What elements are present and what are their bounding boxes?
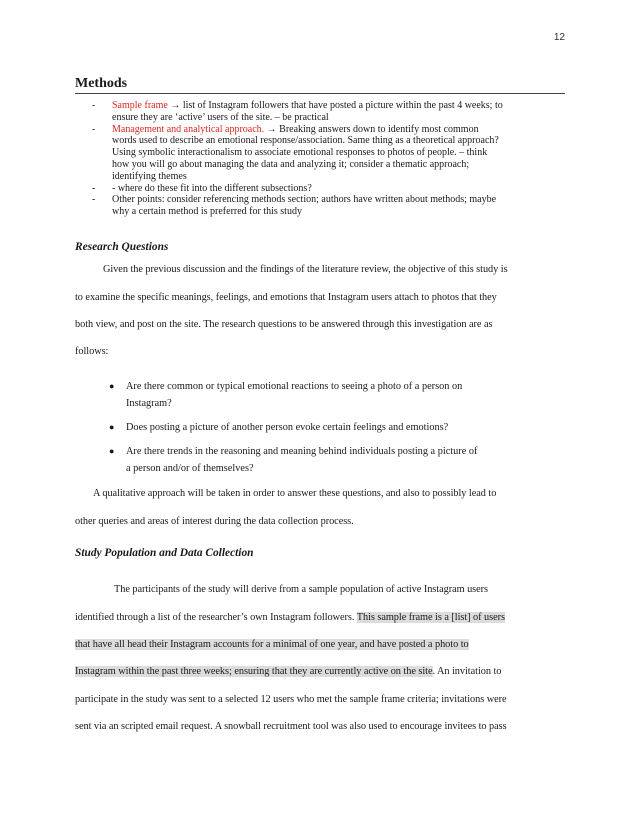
bullet-icon: ●	[109, 422, 115, 432]
note-item: - Sample frame → list of Instagram followers that have posted a picture within the past 4 weeks; to ensure they are ‘active’ users of the site. – be practical	[92, 100, 503, 123]
sp-paragraph-line: participate in the study was sent to a selected 12 users who met the sample frame criteria; invitations were	[75, 694, 507, 705]
heading-rule	[75, 93, 565, 94]
rq-paragraph-line: to examine the specific meanings, feelings, and emotions that Instagram users attach to photos that they	[75, 292, 497, 303]
sp-paragraph-line: Instagram within the past three weeks; ensuring that they are currently active on the site. An invitation to	[75, 666, 502, 677]
list-item: ● Are there trends in the reasoning and meaning behind individuals posting a picture of a person and/or of themselves?	[103, 443, 553, 477]
methods-heading: Methods	[75, 76, 128, 91]
page-number: 12	[553, 32, 565, 43]
research-questions-heading: Research Questions	[75, 241, 169, 253]
sp-paragraph-line: identified through a list of the researcher’s own Instagram followers. This sample frame is a [list] of users	[75, 612, 505, 623]
rq-closing-line: other queries and areas of interest during the data collection process.	[75, 516, 354, 527]
note-item: - Other points: consider referencing methods section; authors have written about methods; maybe why a certain method is preferred for this study	[92, 194, 497, 218]
bullet-icon: ●	[109, 381, 115, 391]
rq-paragraph-line: follows:	[75, 346, 109, 357]
bullet-icon: ●	[109, 446, 115, 456]
note-item: - Management and analytical approach. → Breaking answers down to identify most common words used to describe an emotional response/association. Same thing as a theoretical approach? Using symbolic interactionalism to associate emotional responses to photos of people. – think how you will go about managing the data and analyzing it; consider a thematic approach; identifying themes	[92, 123, 499, 182]
study-population-heading: Study Population and Data Collection	[75, 547, 254, 559]
note-item: - - where do these fit into the different subsections?	[92, 182, 312, 194]
highlighted-text: This sample frame is a [list] of users	[356, 612, 505, 623]
rq-paragraph-line: both view, and post on the site. The research questions to be answered through this investigation are as	[75, 319, 493, 330]
list-item: ● Are there common or typical emotional reactions to seeing a photo of a person on Instagram?	[103, 378, 553, 412]
highlighted-text: that have all head their Instagram accounts for a minimal of one year, and have posted a photo to	[75, 639, 469, 650]
note-red-label: Management and analytical approach.	[112, 123, 265, 135]
note-red-label: Sample frame	[112, 100, 168, 111]
sp-paragraph-line	[75, 639, 565, 650]
highlighted-text: Instagram within the past three weeks; ensuring that they are currently active on the site	[75, 666, 433, 677]
sp-paragraph-line: The participants of the study will derive from a sample population of active Instagram users	[114, 584, 488, 595]
methods-notes	[75, 100, 570, 218]
rq-closing-line: A qualitative approach will be taken in order to answer these questions, and also to possibly lead to	[93, 488, 497, 499]
rq-paragraph-line: Given the previous discussion and the findings of the literature review, the objective of this study is	[103, 264, 508, 275]
sp-paragraph-line: sent via an scripted email request. A snowball recruitment tool was also used to encourage invitees to pass	[75, 721, 507, 732]
research-question-list	[103, 378, 553, 477]
list-item: ● Does posting a picture of another person evoke certain feelings and emotions?	[103, 419, 553, 436]
